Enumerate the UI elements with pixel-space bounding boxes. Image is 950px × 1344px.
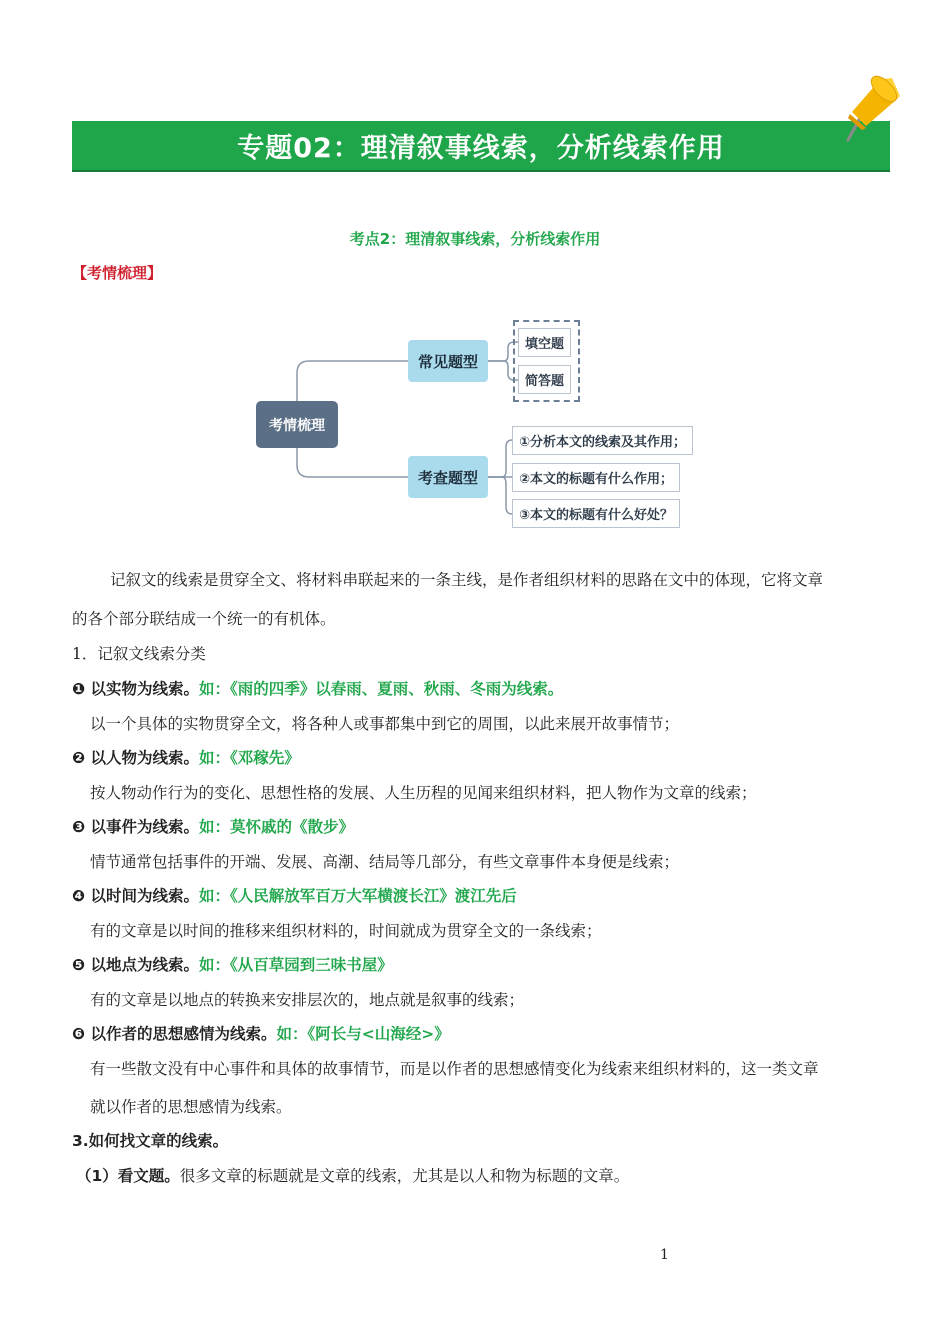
step-1-text: 很多文章的标题就是文章的线索，尤其是以人和物为标题的文章。: [179, 1167, 630, 1185]
mindmap-leaf-fill-blank: 填空题: [518, 328, 571, 357]
clue-item-example: 如：《邓稼先》: [199, 749, 300, 767]
mindmap-branch-common-types: 常见题型: [408, 340, 488, 382]
mindmap-root: 考情梳理: [256, 401, 338, 448]
step-1-heading: （1）看文题。: [76, 1167, 180, 1185]
section-heading-3: 3.如何找文章的线索。: [72, 1132, 229, 1150]
clue-item-description: 情节通常包括事件的开端、发展、高潮、结局等几部分，有些文章事件本身便是线索；: [90, 853, 680, 871]
clue-item-4: [72, 884, 517, 906]
clue-item-5: [72, 953, 393, 975]
mindmap: [250, 315, 720, 535]
mindmap-leaf-question-1: ①分析本文的线索及其作用；: [512, 426, 693, 455]
mindmap-leaf-question-3: ③本文的标题有什么好处？: [512, 499, 680, 528]
clue-item-example: 如：《阿长与<山海经>》: [276, 1025, 450, 1043]
intro-line-2: 的各个部分联结成一个统一的有机体。: [72, 610, 336, 628]
section-heading-1: 1．记叙文线索分类: [72, 645, 206, 663]
clue-item-example: 如：莫怀戚的《散步》: [199, 818, 355, 836]
clue-item-heading: ❶ 以实物为线索。: [72, 680, 200, 698]
clue-item-2: [72, 746, 300, 768]
clue-item-description: 有一些散文没有中心事件和具体的故事情节，而是以作者的思想感情变化为线索来组织材料的，这一类文章: [90, 1060, 819, 1078]
mindmap-branch-exam-types: 考查题型: [408, 456, 488, 498]
mindmap-leaf-question-2: ②本文的标题有什么作用；: [512, 463, 680, 492]
clue-item-description: 以一个具体的实物贯穿全文，将各种人或事都集中到它的周围，以此来展开故事情节；: [90, 715, 680, 733]
clue-item-6: [72, 1022, 450, 1044]
clue-item-description: 有的文章是以时间的推移来组织材料的，时间就成为贯穿全文的一条线索；: [90, 922, 602, 940]
page-number: 1: [660, 1247, 669, 1263]
clue-item-heading: ❹ 以时间为线索。: [72, 887, 200, 905]
title-banner: [72, 121, 890, 172]
clue-item-description: 按人物动作行为的变化、思想性格的发展、人生历程的见闻来组织材料，把人物作为文章的线索；: [90, 784, 757, 802]
page-title: 专题02：理清叙事线索，分析线索作用: [237, 133, 725, 164]
clue-item-example: 如：《从百草园到三味书屋》: [199, 956, 393, 974]
clue-item-heading: ❻ 以作者的思想感情为线索。: [72, 1025, 277, 1043]
pushpin-icon: [838, 74, 904, 144]
clue-item-3: [72, 815, 354, 837]
step-1: [76, 1164, 629, 1186]
subtitle: 考点2：理清叙事线索，分析线索作用: [349, 230, 601, 248]
intro-line-1: 记叙文的线索是贯穿全文、将材料串联起来的一条主线，是作者组织材料的思路在文中的体现，它将文章: [110, 571, 824, 589]
clue-item-heading: ❺ 以地点为线索。: [72, 956, 200, 974]
clue-item-description-cont: 就以作者的思想感情为线索。: [90, 1098, 292, 1116]
clue-item-example: 如：《雨的四季》以春雨、夏雨、秋雨、冬雨为线索。: [199, 680, 564, 698]
section-tag: 【考情梳理】: [72, 264, 163, 282]
clue-item-1: [72, 677, 563, 699]
clue-item-heading: ❸ 以事件为线索。: [72, 818, 200, 836]
clue-item-example: 如：《人民解放军百万大军横渡长江》渡江先后: [199, 887, 517, 905]
mindmap-leaf-short-answer: 简答题: [518, 365, 571, 394]
clue-item-description: 有的文章是以地点的转换来安排层次的，地点就是叙事的线索；: [90, 991, 525, 1009]
clue-item-heading: ❷ 以人物为线索。: [72, 749, 200, 767]
